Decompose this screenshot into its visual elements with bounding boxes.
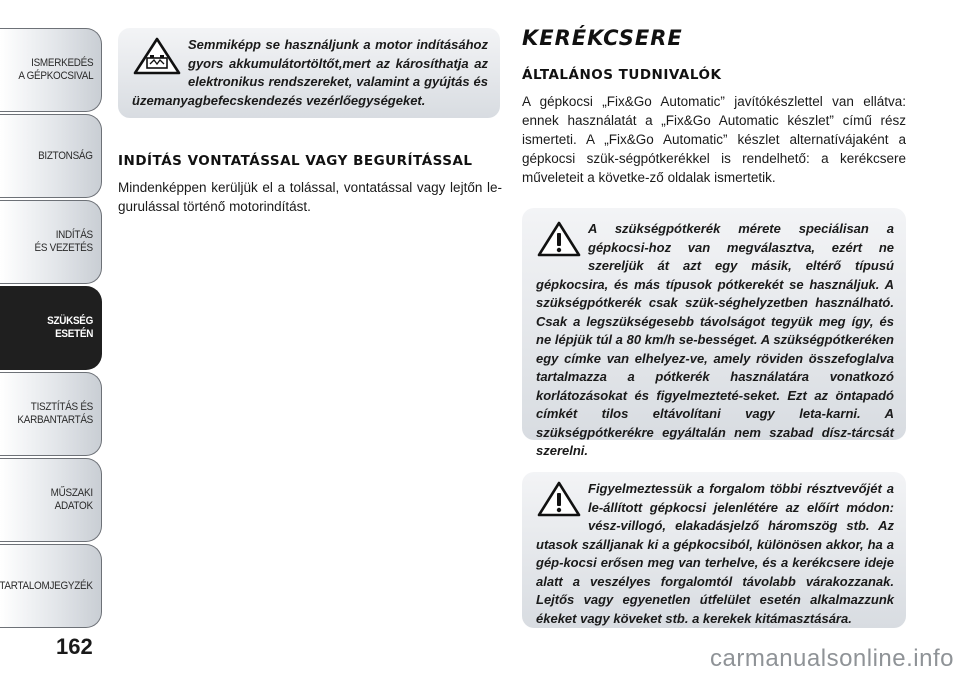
page-title: KERÉKCSERE — [522, 26, 683, 50]
tab-tartalomjegyzek[interactable] — [0, 544, 102, 628]
general-info-text: A gépkocsi „Fix&Go Automatic” javítókészlettel van ellátva: ennek használatát a „Fix&Go Automatic készlet” című rész ismerteti. A „Fix&Go Automatic” készlet alternatívájaként a gépkocsi szük-ségpótkerékkel is rendelhető: a kerékcsere műveleteit a követke-ző oldalak ismertetik. — [522, 94, 906, 185]
tab-szukseg-eseten[interactable] — [0, 286, 102, 370]
warning-triangle-icon — [536, 220, 582, 258]
battery-warning-box — [118, 28, 500, 118]
tab-inditas[interactable] — [0, 200, 102, 284]
tab-label: BIZTONSÁG — [38, 149, 93, 162]
tab-label: SZÜKSÉG ESETÉN — [47, 315, 93, 340]
tab-tisztitas[interactable] — [0, 372, 102, 456]
tab-label: INDÍTÁS ÉS VEZETÉS — [34, 229, 93, 254]
tab-label: TARTALOMJEGYZÉK — [0, 579, 93, 592]
battery-warning-text: Semmiképp se használjunk a motor indításához gyors akkumulátortöltőt,mert az károsíthatja az elektronikus rendszereket, valamint a gyújtás és üzemanyagbefecskendezés vezérlőegységeket. — [132, 37, 488, 108]
tow-start-text: Mindenképpen kerüljük el a tolással, vontatással vagy lejtőn le-gurulással történő motorindítást. — [118, 180, 502, 214]
tab-ismerkedes[interactable] — [0, 28, 102, 112]
traffic-warning-box — [522, 472, 906, 628]
tab-muszaki-adatok[interactable] — [0, 458, 102, 542]
warning-triangle-icon — [536, 480, 582, 518]
tab-label: ISMERKEDÉS A GÉPKOCSIVAL — [18, 57, 93, 82]
tab-label: MŰSZAKI ADATOK — [50, 487, 93, 512]
section-title-tow-start: INDÍTÁS VONTATÁSSAL VAGY BEGURÍTÁSSAL — [118, 153, 473, 169]
watermark: carmanualsonline.info — [710, 645, 954, 672]
spare-wheel-warning-box — [522, 208, 906, 458]
traffic-warning-text: Figyelmeztessük a forgalom többi résztvevőjét a le-állított gépkocsi jelenlétére az előírt módon: vész-villogó, elakadásjelző háromszög stb. Az utasok szálljanak ki a gépkocsiból, különösen akkor, ha a gép-kocsi erősen meg van terhelve, és a kerékcsere ideje alatt a veszélyes forgalomtól távolabb várakozzanak. Lejtős vagy egyenetlen útfelület esetén alkalmazzunk ékeket vagy köveket stb. a kerekek kitámasztására. — [536, 481, 894, 626]
battery-charger-warning-icon — [132, 36, 182, 76]
tab-biztonsag[interactable] — [0, 114, 102, 198]
spare-wheel-warning-text: A szükségpótkerék mérete speciálisan a gépkocsi-hoz van megválasztva, ezért ne szereljük át azt egy másik, eltérő típusú gépkocsira, és más típusok pótkerekét se használjuk. A szükségpótkerék csak szük-séghelyzetben használható. Csak a legszükségesebb távolságot tegyük meg így, és ne lépjük túl a 80 km/h se-bességet. A szükségpótkeréken egy címke van elhelyez-ve, amely röviden összefoglalva tartalmazza a pótkerék használatára vonatkozó korlátozásokat és figyelmezteté-seket. Ezt az öntapadó címkét tilos eltávolítani vagy leta-karni. A szükségpótkerékre egyáltalán nem szabad dísz-tárcsát szerelni. — [536, 221, 894, 458]
section-title-general: ÁLTALÁNOS TUDNIVALÓK — [522, 67, 722, 83]
page-number: 162 — [56, 634, 93, 659]
tab-label: TISZTÍTÁS ÉS KARBANTARTÁS — [17, 401, 93, 426]
